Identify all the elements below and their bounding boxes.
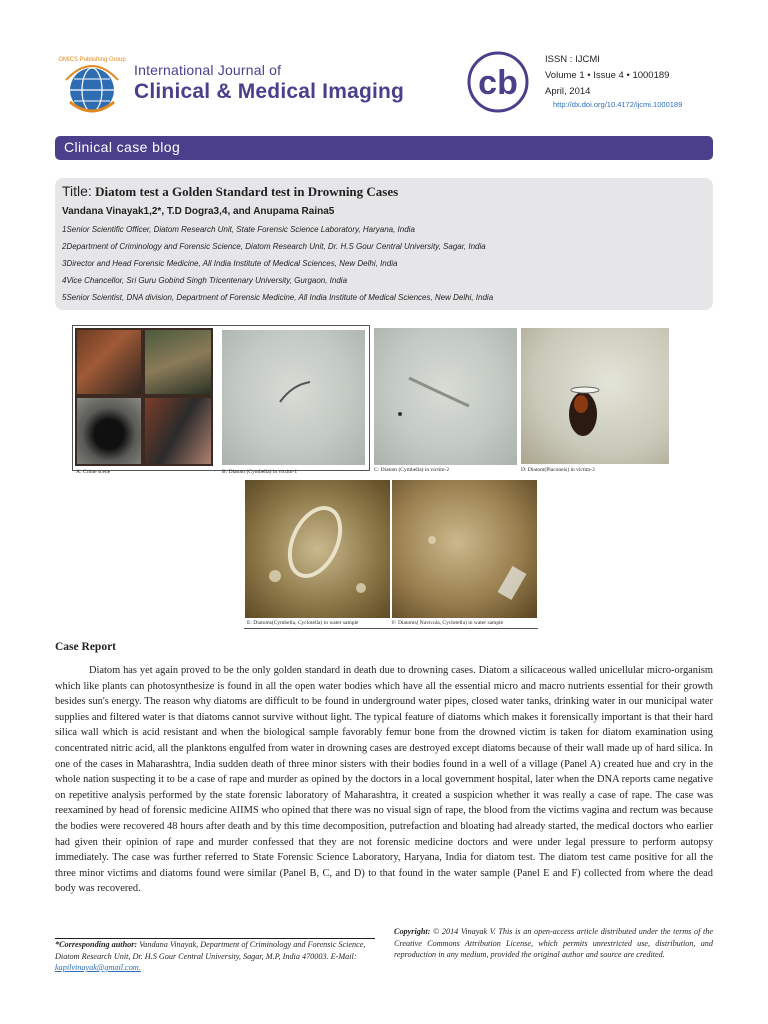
caption-e: E: Diatoms(Cymbella, Cyclotella) in water sample [247, 620, 359, 626]
journal-cb-logo [466, 50, 530, 114]
volume-issue: Volume 1 • Issue 4 • 1000189 [545, 70, 670, 81]
caption-b: B: Diatom (Cymbella) in victim-1 [222, 469, 298, 475]
panel-d-diatom-victim-3 [521, 328, 669, 464]
publisher-logo-text: OMICS Publishing Group [58, 57, 126, 63]
panel-f-water-sample [392, 480, 537, 618]
issue-info [545, 52, 682, 110]
section-label: Clinical case blog [64, 139, 181, 155]
panel-b-diatom-victim-1 [222, 330, 365, 465]
corresponding-text: Vandana Vinayak, Department of Criminology and Forensic Science, Diatom Research Unit, Dr. H.S Gour Central University, Sagar, M.P, India 470003. E-Mail: [55, 940, 366, 961]
publication-date: April, 2014 [545, 86, 591, 97]
case-report-body: Diatom has yet again proved to be the only golden standard in death due to drowning cases. Diatom a silicaceous walled unicellular micro-organism which like plants can photosynthesize is found in all the open water bodies which have all the essential micro and macro nutrients essential for their growth besides sun's energy. The reason why diatoms are difficult to be found in underground water pipes, closed water tanks, drinking water in our municipal water supplies and filtered water is that diatoms cannot survive without light. The typical feature of diatoms which makes it forensically important is that their hard silica wall which is acid resistant and when the biological sample favorably femur bone from the drowned victim is taken for diatom examination using concentrated nitric acid, all the planktons engulfed from water in drowning cases are destroyed except diatoms because of their wall made up of hard silica. In one of the cases in Maharashtra, India sudden death of three minor sisters with their bodies found in a well of a village (Panel A) created hue and cry in the whole nation suspecting it to be a case of rape and murder as opined by the doctors in a local government hospital, later when the DNA reports came negative on repetitive analysis performed by the state forensic laboratory of Maharashtra, it created a suspicion whether it was really a case of rape. The case was reexamined by head of forensic medicine AIIMS who opined that there was no visual sign of rape, the blood from the victims vagina and rectum was because the bodies were recovered 48 hours after death and by this time decomposition, putrefaction and bloating had already started, the medical doctors who earlier had given their opinion of rape and murder confessed that they are not forensic medicine doctors and were under legal pressure to perform autopsy immediately. The case was further referred to State Forensic Science Laboratory, Haryana, India for diatom test. The diatom test came positive for all the three minor victims and diatoms found were similar (Panel B, C, and D) to that found in the water sample (Panel E and F) collected from where the dead body was recovered. [55, 665, 713, 895]
affiliation-3: 3Director and Head Forensic Medicine, All India Institute of Medical Sciences, New Delhi, India [62, 259, 398, 268]
panel-e-water-sample [245, 480, 390, 618]
affiliation-4: 4Vice Chancellor, Sri Guru Gobind Singh Tricentenary University, Gurgaon, India [62, 276, 348, 285]
issn: ISSN : IJCMI [545, 54, 600, 65]
authors: Vandana Vinayak1,2*, T.D Dogra3,4, and Anupama Raina5 [62, 206, 335, 217]
caption-d: D: Diatom(Placoneis) in victim-3 [521, 467, 595, 473]
publisher-globe-logo [56, 50, 128, 122]
caption-c: C: Diatom (Cymbella) in victim-2 [374, 467, 450, 473]
copyright-note [394, 926, 713, 961]
figure-bottom-rule [244, 628, 538, 629]
copyright-label: Copyright: [394, 927, 431, 936]
affiliation-5: 5Senior Scientist, DNA division, Department of Forensic Medicine, All India Institute of Medical Sciences, New Delhi, India [62, 293, 494, 302]
caption-a: A: Crime scene [76, 469, 111, 475]
author-email-link[interactable]: kapilvinayak@gmail.com. [55, 963, 141, 972]
corresponding-author-note [55, 938, 375, 974]
journal-name-line1: International Journal of [134, 62, 282, 78]
copyright-text: © 2014 Vinayak V. This is an open-access article distributed under the terms of the Creative Commons Attribution License, which permits unrestricted use, distribution, and reproduction in any medium, provided the original author and source are credited. [394, 927, 714, 959]
panel-c-diatom-victim-2 [374, 328, 517, 465]
journal-name-line2: Clinical & Medical Imaging [134, 80, 405, 103]
doi-link[interactable]: http://dx.doi.org/10.4172/ijcmi.1000189 [553, 100, 683, 109]
affiliation-1: 1Senior Scientific Officer, Diatom Research Unit, State Forensic Science Laboratory, Haryana, India [62, 225, 415, 234]
affiliation-2: 2Department of Criminology and Forensic Science, Diatom Research Unit, Dr. H.S Gour Central University, Sagar, India [62, 242, 486, 251]
caption-f: F: Diatoms( Navicula, Cyclotella) in water sample [392, 620, 504, 626]
title-label: Title: [62, 183, 92, 199]
title-text: Diatom test a Golden Standard test in Drowning Cases [95, 184, 399, 199]
panel-a-crime-scene [75, 328, 213, 466]
journal-logo-text: cb [478, 64, 518, 102]
article-title [62, 183, 398, 200]
case-report-heading: Case Report [55, 641, 116, 653]
corresponding-label: *Corresponding author: [55, 940, 138, 949]
